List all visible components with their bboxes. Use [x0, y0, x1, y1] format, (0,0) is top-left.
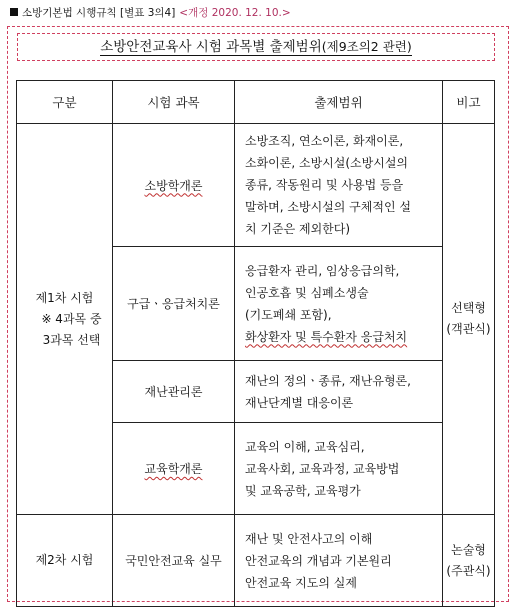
range-line: 안전교육의 개념과 기본원리 [245, 553, 392, 568]
range-line: 교육사회, 교육과정, 교육방법 [245, 461, 400, 476]
range-cell [235, 247, 443, 361]
header-category: 구분 [17, 81, 113, 124]
subject-cell [113, 247, 235, 361]
law-header [10, 6, 510, 20]
range-line: 인공호흡 및 심폐소생술 [245, 285, 369, 300]
range-line: 치 기준은 제외한다) [245, 222, 351, 236]
range-line: 및 교육공학, 교육평가 [245, 483, 361, 498]
round1-remark-line2: (객관식) [446, 322, 491, 336]
document-title [100, 39, 412, 56]
round1-remark-line1: 선택형 [451, 301, 486, 315]
law-title: 소방기본법 시행규칙 [22, 7, 117, 19]
range-line: 안전교육 지도의 실제 [245, 575, 357, 590]
range-line: 말하며, 소방시설의 구체적인 설 [245, 200, 411, 214]
subject-cell [113, 361, 235, 423]
amendment-date: <개정 2020. 12. 10.> [179, 7, 291, 19]
subject-name: 교육학개론 [144, 462, 203, 476]
range-line: 재난 및 안전사고의 이해 [245, 531, 373, 546]
range-line: 소방조직, 연소이론, 화재이론, [245, 134, 404, 148]
header-remark: 비고 [443, 81, 495, 124]
round2-remark-line1: 논술형 [451, 542, 486, 557]
subject-name: 소방학개론 [144, 178, 203, 193]
table-row [17, 124, 495, 247]
table-row [17, 515, 495, 607]
range-line: 응급환자 관리, 임상응급의학, [245, 263, 400, 278]
square-bullet-icon [10, 8, 18, 16]
round1-note-line2: 3과목 선택 [42, 332, 101, 347]
annex-label: [별표 3의4] [119, 7, 176, 19]
range-cell [235, 515, 443, 607]
range-line: 교육의 이해, 교육심리, [245, 439, 365, 454]
range-cell [235, 124, 443, 247]
subject-cell [113, 423, 235, 515]
range-line: (기도폐쇄 포함), [245, 307, 332, 322]
range-cell [235, 423, 443, 515]
round2-category: 제2차 시험 [17, 515, 113, 607]
round1-label: 제1차 시험 [35, 290, 94, 305]
range-line: 재난의 정의ㆍ종류, 재난유형론, [245, 373, 411, 388]
document-title-ref: (제9조의2 관련) [321, 38, 412, 54]
exam-scope-table [16, 80, 495, 607]
range-line [245, 326, 434, 348]
subject-name: 구급ㆍ응급처치론 [127, 297, 220, 311]
range-cell [235, 361, 443, 423]
header-range: 출제범위 [235, 81, 443, 124]
round2-remark-line2: (주관식) [446, 563, 491, 578]
round1-category [17, 124, 113, 515]
document-title-main: 소방안전교육사 시험 과목별 출제범위 [100, 38, 322, 55]
range-line: 종류, 작동원리 및 사용법 등을 [245, 178, 404, 192]
round2-remark [443, 515, 495, 607]
round1-note-line1: ※ 4과목 중 [41, 311, 102, 326]
header-subject: 시험 과목 [113, 81, 235, 124]
subject-name: 재난관리론 [144, 385, 203, 399]
subject-cell [113, 124, 235, 247]
range-line: 재난단계별 대응이론 [245, 395, 354, 410]
title-box [17, 33, 495, 61]
round1-remark [443, 124, 495, 515]
subject-cell: 국민안전교육 실무 [113, 515, 235, 607]
range-line-text: 화상환자 및 특수환자 응급처치 [245, 329, 408, 344]
range-line: 소화이론, 소방시설(소방시설의 [245, 156, 409, 170]
table-header-row [17, 81, 495, 124]
